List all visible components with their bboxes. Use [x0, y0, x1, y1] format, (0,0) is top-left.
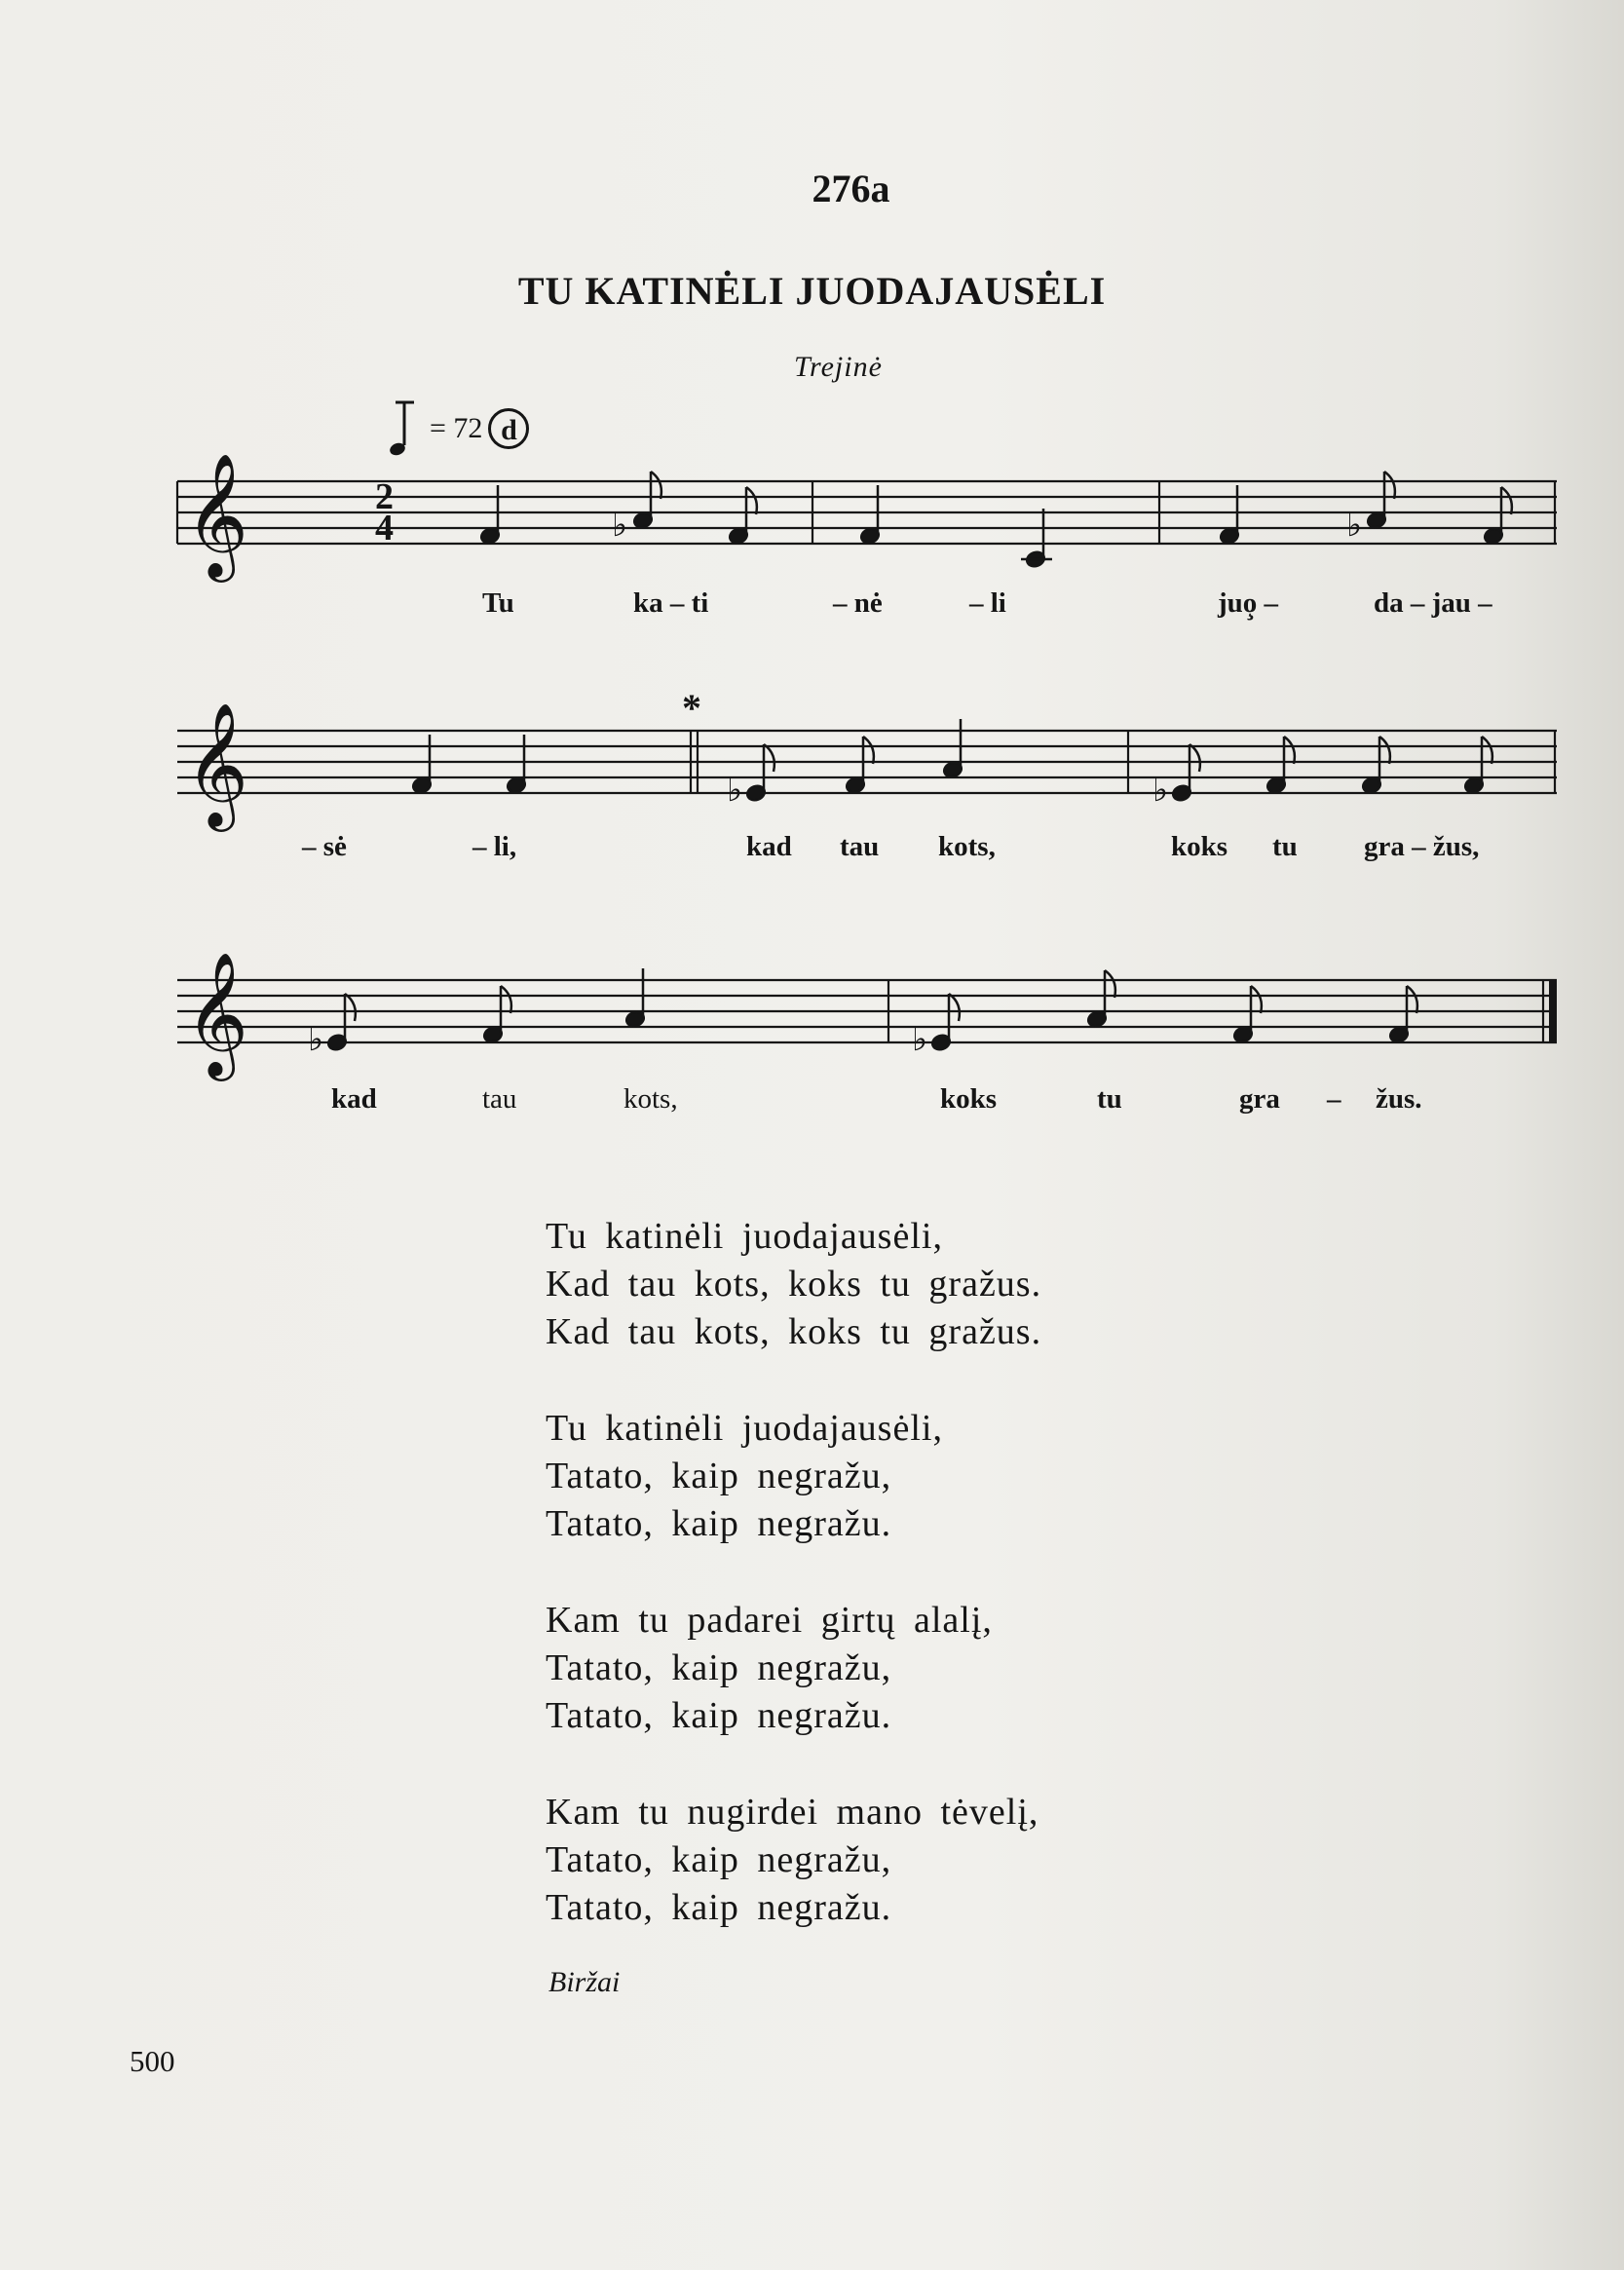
verse-line: Kad tau kots, koks tu gražus. [546, 1264, 1042, 1305]
stanza [546, 1213, 1041, 1356]
stanza [546, 1597, 1041, 1740]
lyric: juo̧ – [1218, 587, 1279, 619]
lyric: kad [331, 1083, 377, 1115]
verse-line: Tatato, kaip negražu, [546, 1456, 892, 1496]
time-sig-top: 2 [375, 476, 394, 517]
lyric: tau [482, 1083, 517, 1115]
verse-line: Tu katinėli juodajausėli, [546, 1408, 943, 1449]
page-number: 500 [130, 2044, 175, 2078]
verse-line: Kad tau kots, koks tu gražus. [546, 1311, 1042, 1352]
lyric: žus. [1376, 1083, 1422, 1115]
flat-accidental-icon: ♭ [727, 771, 743, 810]
treble-clef-icon: 𝄞 [185, 452, 249, 577]
treble-clef-icon: 𝄞 [185, 951, 249, 1076]
lyric: – nė [833, 587, 883, 619]
verse-line: Kam tu padarei girtų alalį, [546, 1600, 993, 1641]
lyric: koks [940, 1083, 998, 1115]
lyric: Tu [482, 587, 514, 619]
lyric: ka – ti [633, 587, 709, 619]
verse-line: Tatato, kaip negražu. [546, 1695, 892, 1736]
flat-accidental-icon: ♭ [1152, 771, 1169, 810]
lyric: koks [1171, 831, 1228, 862]
lyric: kots, [623, 1083, 678, 1115]
song-number: 276a [812, 167, 890, 210]
tempo-value: = 72 [430, 412, 483, 444]
verse-line: Tu katinėli juodajausėli, [546, 1216, 943, 1257]
lyric: kad [746, 831, 792, 862]
lyric: – sė [302, 831, 347, 862]
time-sig-bottom: 4 [375, 508, 394, 549]
meter-label: Trejinė [794, 351, 883, 383]
lyric: gra [1239, 1083, 1280, 1115]
place-of-origin: Biržai [548, 1966, 621, 1998]
tempo-mark: d [488, 408, 529, 449]
verse-line: Tatato, kaip negražu. [546, 1887, 892, 1928]
lyric: tu [1272, 831, 1298, 862]
verse-line: Tatato, kaip negražu, [546, 1647, 892, 1688]
verse-line: Kam tu nugirdei mano tėvelį, [546, 1792, 1039, 1833]
stanza [546, 1405, 1041, 1548]
asterisk-mark: * [682, 686, 701, 730]
lyric: – li [969, 587, 1006, 619]
lyric: – li, [472, 831, 517, 862]
lyric: da – jau – [1374, 587, 1492, 619]
flat-accidental-icon: ♭ [308, 1020, 324, 1059]
lyric: tau [840, 831, 880, 862]
verse-line: Tatato, kaip negražu, [546, 1839, 892, 1880]
song-title: TU KATINĖLI JUODAJAUSĖLI [517, 269, 1107, 313]
flat-accidental-icon: ♭ [912, 1020, 928, 1059]
flat-accidental-icon: ♭ [612, 506, 628, 545]
lyric: kots, [938, 831, 996, 862]
lyric: tu [1097, 1083, 1122, 1115]
flat-accidental-icon: ♭ [1346, 506, 1363, 545]
lyric: gra – žus, [1364, 831, 1480, 862]
stanza [546, 1789, 1041, 1932]
lyric: – [1327, 1083, 1341, 1115]
verse-line: Tatato, kaip negražu. [546, 1503, 892, 1544]
verse-text [546, 1213, 1041, 1981]
treble-clef-icon: 𝄞 [185, 701, 249, 826]
